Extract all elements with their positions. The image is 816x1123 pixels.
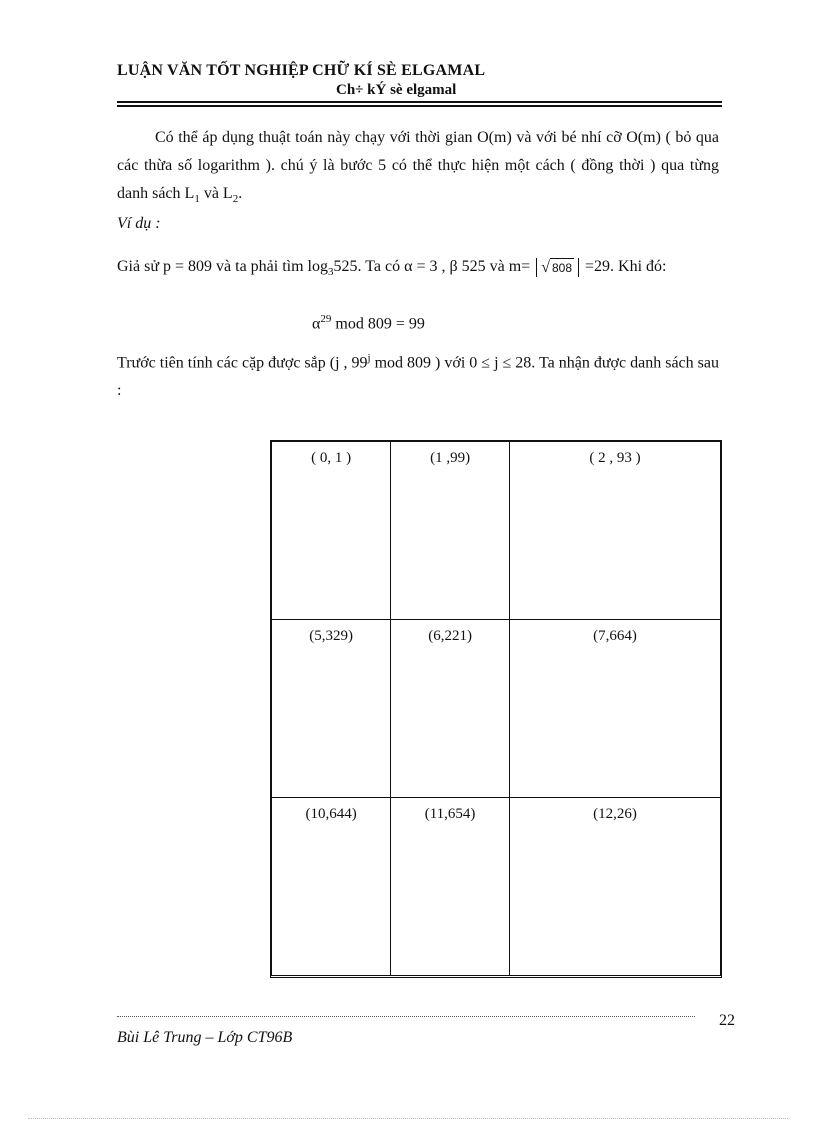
page-number: 22 <box>719 1012 735 1029</box>
footer-divider <box>117 1016 695 1017</box>
table-cell: ( 0, 1 ) <box>272 442 391 620</box>
paragraph-example <box>117 253 719 286</box>
formula-rest: mod 809 = 99 <box>331 315 425 333</box>
header-divider <box>117 101 722 107</box>
para2-text-b: 525. Ta có α = 3 , β 525 và m= <box>333 258 531 275</box>
pairs-table <box>270 440 722 978</box>
table-row <box>272 620 720 798</box>
table-cell: (5,329) <box>272 620 391 798</box>
table-cell: (1 ,99) <box>391 442 510 620</box>
para1-sub1: 1 <box>194 193 200 206</box>
paragraph-intro <box>117 124 719 213</box>
formula-base: α <box>312 315 321 333</box>
para3-text-a: Trước tiên tính các cặp được sắp (j , 99 <box>117 354 368 372</box>
para1-text-a: Có thể áp dụng thuật toán này chạy với thời gian O(m) và với bé nhí cỡ O(m) ( bỏ qua các thừa số logarithm ). chú ý là bước 5 có thể thực hiện một cách ( đồng thời ) qua từng danh sách L <box>117 129 719 202</box>
formula-line <box>312 313 425 333</box>
table-row <box>272 442 720 620</box>
example-label: Ví dụ : <box>117 215 161 232</box>
formula-exponent: 29 <box>320 313 332 325</box>
table-cell: ( 2 , 93 ) <box>509 442 720 620</box>
paragraph-list-intro <box>117 344 719 405</box>
table-row <box>272 797 720 975</box>
table-cell: (7,664) <box>509 620 720 798</box>
table-cell: (12,26) <box>509 797 720 975</box>
sqrt-value: 808 <box>550 258 574 277</box>
header-title: LUẬN VĂN TỐT NGHIỆP CHỮ KÍ SÈ ELGAMAL <box>117 62 486 79</box>
table-cell: (6,221) <box>391 620 510 798</box>
header-subtitle: Ch÷ kÝ sè elgamal <box>336 82 457 98</box>
pairs-table-grid <box>272 442 720 975</box>
para1-text-c: . <box>238 185 243 202</box>
page-bottom-border <box>28 1118 788 1119</box>
table-cell: (10,644) <box>272 797 391 975</box>
para1-sub2: 2 <box>232 193 239 206</box>
footer-author: Bùi Lê Trung – Lớp CT96B <box>117 1029 293 1046</box>
para2-text-c: =29. Khi đó: <box>585 258 667 275</box>
para2-text-a: Giả sử p = 809 và ta phải tìm log <box>117 258 328 275</box>
floor-sqrt-expression: √ 808 <box>536 258 579 277</box>
para3-text-b: mod 809 ) với 0 ≤ j ≤ 28. Ta nhận được danh sách sau : <box>117 354 719 400</box>
para3-sup: j <box>367 352 371 364</box>
para1-text-b: và L <box>199 185 233 202</box>
table-cell: (11,654) <box>391 797 510 975</box>
para2-sub: 3 <box>328 266 334 279</box>
